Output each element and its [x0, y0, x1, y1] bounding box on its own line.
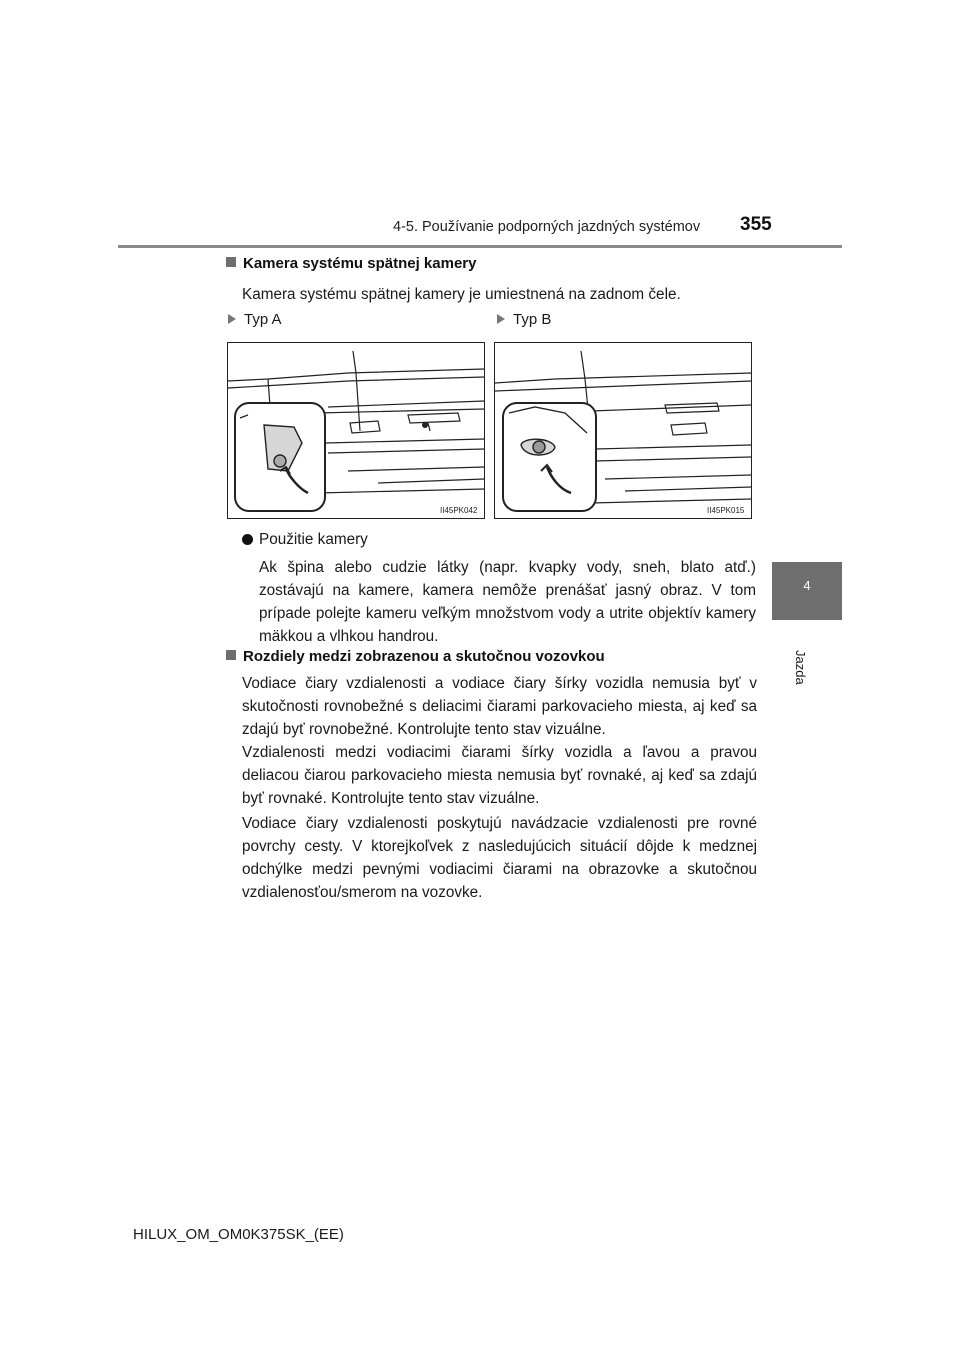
bullet-body: Ak špina alebo cudzie látky (napr. kvapky vody, sneh, blato atď.) zostávajú na kamere, kamera nemôže prenášať jasný obraz. V tom prípade polejte kameru veľkým množstvom vody a utrite objektív kamery mäkkou a vlhkou handrou.: [259, 559, 756, 645]
section2-paragraph-1: Vodiace čiary vzdialenosti a vodiace čiary šírky vozidla nemusia byť v skutočnosti rovnobežné s deliacimi čiarami parkovacieho miesta, aj keď sa zdajú byť rovnobežné. Kontrolujte tento stav vizuálne.: [242, 675, 757, 738]
header-section-title: 4-5. Používanie podporných jazdných systémov: [393, 219, 701, 235]
square-bullet-icon: [226, 650, 236, 660]
figure-code-b: II45PK015: [707, 506, 745, 515]
bullet-title: [242, 528, 368, 551]
chapter-label: Jazda: [793, 650, 808, 685]
triangle-bullet-icon: [497, 314, 505, 324]
figure-type-b: [494, 342, 752, 519]
round-bullet-icon: [242, 534, 253, 545]
document-code: HILUX_OM_OM0K375SK_(EE): [133, 1226, 344, 1243]
bullet-title-text: Použitie kamery: [259, 531, 368, 548]
section-heading-text: Rozdiely medzi zobrazenou a skutočnou vozovkou: [243, 648, 605, 665]
section2-paragraph-3: Vodiace čiary vzdialenosti poskytujú navádzacie vzdialenosti pre rovné povrchy cesty. V ktorejkoľvek z nasledujúcich situácií dôjde k medznej odchýlke medzi pevnými vodiacimi čiarami na obrazovke a skutočnou vzdialenosťou/smerom na vozovke.: [242, 815, 757, 901]
section2-paragraph-2: Vzdialenosti medzi vodiacimi čiarami šírky vozidla a ľavou a pravou deliacou čiarou parkovacieho miesta nemusia byť rovnaké, aj keď sa zdajú byť rovnaké. Kontrolujte tento stav vizuálne.: [242, 744, 757, 807]
section-body-camera: Kamera systému spätnej kamery je umiestnená na zadnom čele.: [242, 286, 681, 303]
figure-type-a: [227, 342, 485, 519]
figure-label-a: [228, 311, 282, 328]
square-bullet-icon: [226, 257, 236, 267]
figure-label-b-text: Typ B: [513, 311, 552, 328]
tailgate-illustration-a: [228, 343, 484, 518]
figure-code-a: II45PK042: [440, 506, 478, 515]
tailgate-illustration-b: [495, 343, 751, 518]
section-heading-text: Kamera systému spätnej kamery: [243, 255, 477, 272]
header-rule: [118, 245, 842, 248]
page-number: 355: [740, 214, 772, 235]
figure-label-b: [497, 311, 551, 328]
triangle-bullet-icon: [228, 314, 236, 324]
chapter-number: 4: [803, 578, 811, 593]
section-heading-camera: [226, 255, 476, 272]
section-heading-differences: [226, 648, 605, 665]
figure-label-a-text: Typ A: [244, 311, 282, 328]
